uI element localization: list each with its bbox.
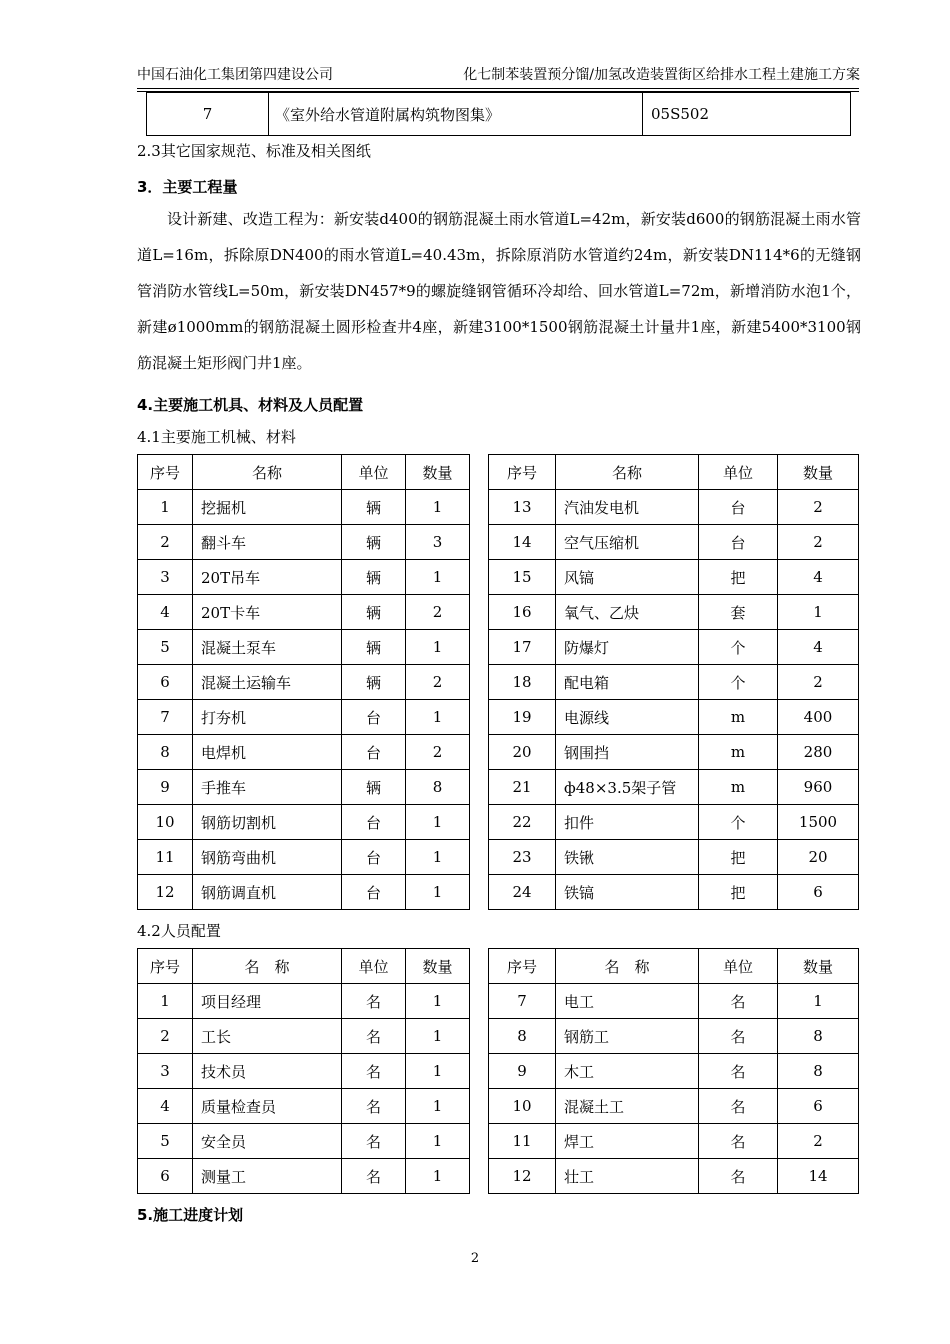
table-cell: 混凝土运输车 [193, 665, 342, 700]
header-rule [137, 88, 859, 89]
table-cell: 1 [406, 1124, 470, 1159]
table-cell: 把 [699, 560, 778, 595]
table-header-cell: 单位 [699, 949, 778, 984]
section-2-3: 2.3其它国家规范、标准及相关图纸 [137, 142, 371, 160]
table-cell: 1 [406, 805, 470, 840]
table-cell: 12 [138, 875, 193, 910]
table-gap [470, 630, 489, 665]
table-cell: 台 [342, 735, 406, 770]
table-row [138, 490, 859, 525]
table-cell: 21 [489, 770, 556, 805]
table-cell: 铁锹 [556, 840, 699, 875]
table-cell: 名 [699, 1124, 778, 1159]
table-cell: 1 [406, 1159, 470, 1194]
table-cell: 钢筋调直机 [193, 875, 342, 910]
table-cell: 5 [138, 630, 193, 665]
table-cell: 手推车 [193, 770, 342, 805]
table-cell: 280 [778, 735, 859, 770]
table-header-cell: 单位 [342, 949, 406, 984]
table-gap [470, 490, 489, 525]
table-header-cell: 数量 [406, 949, 470, 984]
table-cell: 17 [489, 630, 556, 665]
table-cell: 挖掘机 [193, 490, 342, 525]
table-cell: 辆 [342, 560, 406, 595]
table-cell: 风镐 [556, 560, 699, 595]
table-cell: 电工 [556, 984, 699, 1019]
table-cell: 23 [489, 840, 556, 875]
table-header-row [138, 455, 859, 490]
table-gap [470, 1089, 489, 1124]
table-gap [470, 984, 489, 1019]
table-cell: 4 [778, 630, 859, 665]
table-row [138, 525, 859, 560]
table-cell: 台 [699, 525, 778, 560]
table-gap [470, 1019, 489, 1054]
table-cell: 2 [406, 665, 470, 700]
table-row [138, 805, 859, 840]
table-cell: 11 [489, 1124, 556, 1159]
table-header-cell: 序号 [138, 949, 193, 984]
table-cell: 24 [489, 875, 556, 910]
table-cell: 氧气、乙炔 [556, 595, 699, 630]
table-cell: 钢筋弯曲机 [193, 840, 342, 875]
table-cell: 工长 [193, 1019, 342, 1054]
table-row [138, 1054, 859, 1089]
table-row [138, 1124, 859, 1159]
table-row [138, 1159, 859, 1194]
table-gap [470, 455, 489, 490]
table-gap [470, 1124, 489, 1159]
table-cell: 1 [406, 984, 470, 1019]
staff-table [137, 948, 859, 1194]
table-cell: 名 [342, 1159, 406, 1194]
table-cell: 8 [138, 735, 193, 770]
table-cell: 10 [138, 805, 193, 840]
table-cell: 焊工 [556, 1124, 699, 1159]
table-row [138, 595, 859, 630]
table-cell: 12 [489, 1159, 556, 1194]
table-cell: 3 [138, 1054, 193, 1089]
table-cell: 2 [406, 595, 470, 630]
table-gap [470, 525, 489, 560]
table-cell: 8 [489, 1019, 556, 1054]
table-cell: 质量检查员 [193, 1089, 342, 1124]
table-cell: 1 [778, 595, 859, 630]
table-gap [470, 735, 489, 770]
table-cell: 混凝土工 [556, 1089, 699, 1124]
section-4-1-heading: 4.1主要施工机械、材料 [137, 428, 296, 446]
table-cell: 4 [138, 1089, 193, 1124]
table-header-cell: 数量 [778, 949, 859, 984]
table-cell: 名 [342, 984, 406, 1019]
table-cell: ф48×3.5架子管 [556, 770, 699, 805]
table-cell: 20 [489, 735, 556, 770]
table-cell: 辆 [342, 770, 406, 805]
table-gap [470, 665, 489, 700]
section-4-2-heading: 4.2人员配置 [137, 922, 221, 940]
table-row [138, 630, 859, 665]
table-cell: 9 [489, 1054, 556, 1089]
table-cell: 11 [138, 840, 193, 875]
table-cell: 辆 [342, 630, 406, 665]
table-cell: 名 [342, 1054, 406, 1089]
table-gap [470, 805, 489, 840]
table-cell: 18 [489, 665, 556, 700]
table-cell: 14 [778, 1159, 859, 1194]
table-cell: 1 [406, 560, 470, 595]
table-cell: 5 [138, 1124, 193, 1159]
table-row [138, 665, 859, 700]
table-row [138, 840, 859, 875]
table-gap [470, 1054, 489, 1089]
table-cell: 1500 [778, 805, 859, 840]
table-header-cell: 单位 [699, 455, 778, 490]
table-cell: 安全员 [193, 1124, 342, 1159]
table-cell: 空气压缩机 [556, 525, 699, 560]
table-cell: 2 [138, 525, 193, 560]
table-cell: 1 [406, 630, 470, 665]
section-4-heading: 4.主要施工机具、材料及人员配置 [137, 396, 364, 414]
table-cell: 6 [778, 875, 859, 910]
table-cell: 3 [138, 560, 193, 595]
table-cell: 个 [699, 630, 778, 665]
table-cell: 20 [778, 840, 859, 875]
table-header-cell: 数量 [406, 455, 470, 490]
table-row [138, 1019, 859, 1054]
table-gap [470, 1159, 489, 1194]
table-cell: 1 [406, 1089, 470, 1124]
table-cell: 把 [699, 875, 778, 910]
table-cell: 台 [342, 805, 406, 840]
table-row [138, 770, 859, 805]
table-cell: 7 [489, 984, 556, 1019]
table-header-cell: 序号 [138, 455, 193, 490]
table-gap [470, 595, 489, 630]
table-cell: 把 [699, 840, 778, 875]
table-cell: 4 [778, 560, 859, 595]
table-cell: 1 [406, 840, 470, 875]
table-cell: 名 [342, 1089, 406, 1124]
table-cell: 混凝土泵车 [193, 630, 342, 665]
table-cell: 个 [699, 665, 778, 700]
table-cell: 14 [489, 525, 556, 560]
table-cell: 6 [778, 1089, 859, 1124]
table-cell: 铁镐 [556, 875, 699, 910]
table-cell: 22 [489, 805, 556, 840]
table-cell: 3 [406, 525, 470, 560]
table-cell: 960 [778, 770, 859, 805]
table-cell: 1 [138, 490, 193, 525]
table-header-cell: 单位 [342, 455, 406, 490]
table-row [138, 735, 859, 770]
table-row [138, 984, 859, 1019]
machinery-table [137, 454, 859, 910]
table-cell: 1 [406, 700, 470, 735]
table-cell: 4 [138, 595, 193, 630]
table-cell: m [699, 770, 778, 805]
table-row [138, 560, 859, 595]
table-cell: 台 [342, 700, 406, 735]
table-cell: 7 [138, 700, 193, 735]
table-cell: 8 [406, 770, 470, 805]
table-cell: 名 [699, 984, 778, 1019]
table-cell: 8 [778, 1019, 859, 1054]
table-cell: 10 [489, 1089, 556, 1124]
table-cell: 8 [778, 1054, 859, 1089]
ref-no: 7 [147, 93, 269, 136]
table-cell: 9 [138, 770, 193, 805]
table-gap [470, 949, 489, 984]
table-cell: 翻斗车 [193, 525, 342, 560]
table-cell: 打夯机 [193, 700, 342, 735]
header-left: 中国石油化工集团第四建设公司 [137, 67, 333, 83]
table-cell: 2 [778, 665, 859, 700]
header-right: 化七制苯装置预分馏/加氢改造装置街区给排水工程土建施工方案 [463, 67, 860, 83]
table-row [138, 1089, 859, 1124]
table-cell: 名 [699, 1159, 778, 1194]
table-cell: 16 [489, 595, 556, 630]
table-cell: 名 [699, 1054, 778, 1089]
table-header-cell: 名 称 [556, 949, 699, 984]
table-cell: 2 [778, 1124, 859, 1159]
table-cell: 2 [138, 1019, 193, 1054]
table-cell: 台 [342, 840, 406, 875]
table-header-cell: 序号 [489, 455, 556, 490]
table-cell: 壮工 [556, 1159, 699, 1194]
page-number: 2 [470, 1251, 480, 1266]
table-cell: 名 [699, 1089, 778, 1124]
table-cell: 辆 [342, 595, 406, 630]
table-gap [470, 700, 489, 735]
table-cell: 1 [406, 1019, 470, 1054]
table-cell: 20T卡车 [193, 595, 342, 630]
table-cell: 2 [778, 490, 859, 525]
table-cell: 个 [699, 805, 778, 840]
table-cell: 木工 [556, 1054, 699, 1089]
table-cell: 19 [489, 700, 556, 735]
table-cell: 配电箱 [556, 665, 699, 700]
table-gap [470, 875, 489, 910]
table-cell: 1 [406, 1054, 470, 1089]
table-cell: 电焊机 [193, 735, 342, 770]
table-cell: 1 [406, 490, 470, 525]
table-cell: 名 [342, 1019, 406, 1054]
table-cell: 台 [342, 875, 406, 910]
table-cell: 6 [138, 1159, 193, 1194]
table-row [138, 875, 859, 910]
table-header-cell: 名称 [556, 455, 699, 490]
table-cell: m [699, 735, 778, 770]
table-cell: 辆 [342, 490, 406, 525]
table-cell: 400 [778, 700, 859, 735]
table-cell: m [699, 700, 778, 735]
table-cell: 防爆灯 [556, 630, 699, 665]
table-cell: 1 [778, 984, 859, 1019]
table-cell: 电源线 [556, 700, 699, 735]
table-header-cell: 数量 [778, 455, 859, 490]
table-gap [470, 840, 489, 875]
table-cell: 1 [138, 984, 193, 1019]
table-cell: 汽油发电机 [556, 490, 699, 525]
section-3-heading: 3．主要工程量 [137, 178, 238, 196]
table-cell: 13 [489, 490, 556, 525]
table-cell: 辆 [342, 665, 406, 700]
ref-title: 《室外给水管道附属构筑物图集》 [269, 93, 643, 136]
table-cell: 辆 [342, 525, 406, 560]
table-cell: 扣件 [556, 805, 699, 840]
table-cell: 套 [699, 595, 778, 630]
ref-code: 05S502 [643, 93, 851, 136]
table-cell: 钢筋切割机 [193, 805, 342, 840]
table-gap [470, 770, 489, 805]
table-cell: 技术员 [193, 1054, 342, 1089]
table-cell: 名 [699, 1019, 778, 1054]
table-cell: 2 [406, 735, 470, 770]
table-cell: 项目经理 [193, 984, 342, 1019]
table-header-row [138, 949, 859, 984]
table-cell: 6 [138, 665, 193, 700]
table-cell: 名 [342, 1124, 406, 1159]
table-gap [470, 560, 489, 595]
table-cell: 测量工 [193, 1159, 342, 1194]
table-header-cell: 序号 [489, 949, 556, 984]
table-row [138, 700, 859, 735]
section-3-paragraph: 设计新建、改造工程为：新安装d400的钢筋混凝土雨水管道L=42m，新安装d600的钢筋混凝土雨水管道L=16m，拆除原DN400的雨水管道L=40.43m，拆除原消防水管道约24m，新安装DN114*6的无缝钢管消防水管线L=50m，新安装DN457*9的螺旋缝钢管循环冷却给、回水管道L=72m，新增消防水泡1个，新建ø1000mm的钢筋混凝土圆形检查井4座，新建3100*1500钢筋混凝土计量井1座，新建5400*3100钢筋混凝土矩形阀门井1座。 [137, 210, 861, 372]
table-cell: 15 [489, 560, 556, 595]
table-cell: 1 [406, 875, 470, 910]
table-header-cell: 名称 [193, 455, 342, 490]
table-cell: 钢围挡 [556, 735, 699, 770]
reference-table [146, 92, 851, 136]
table-header-cell: 名 称 [193, 949, 342, 984]
table-cell: 台 [699, 490, 778, 525]
table-cell: 钢筋工 [556, 1019, 699, 1054]
section-5-heading: 5.施工进度计划 [137, 1206, 244, 1224]
table-cell: 20T吊车 [193, 560, 342, 595]
table-cell: 2 [778, 525, 859, 560]
